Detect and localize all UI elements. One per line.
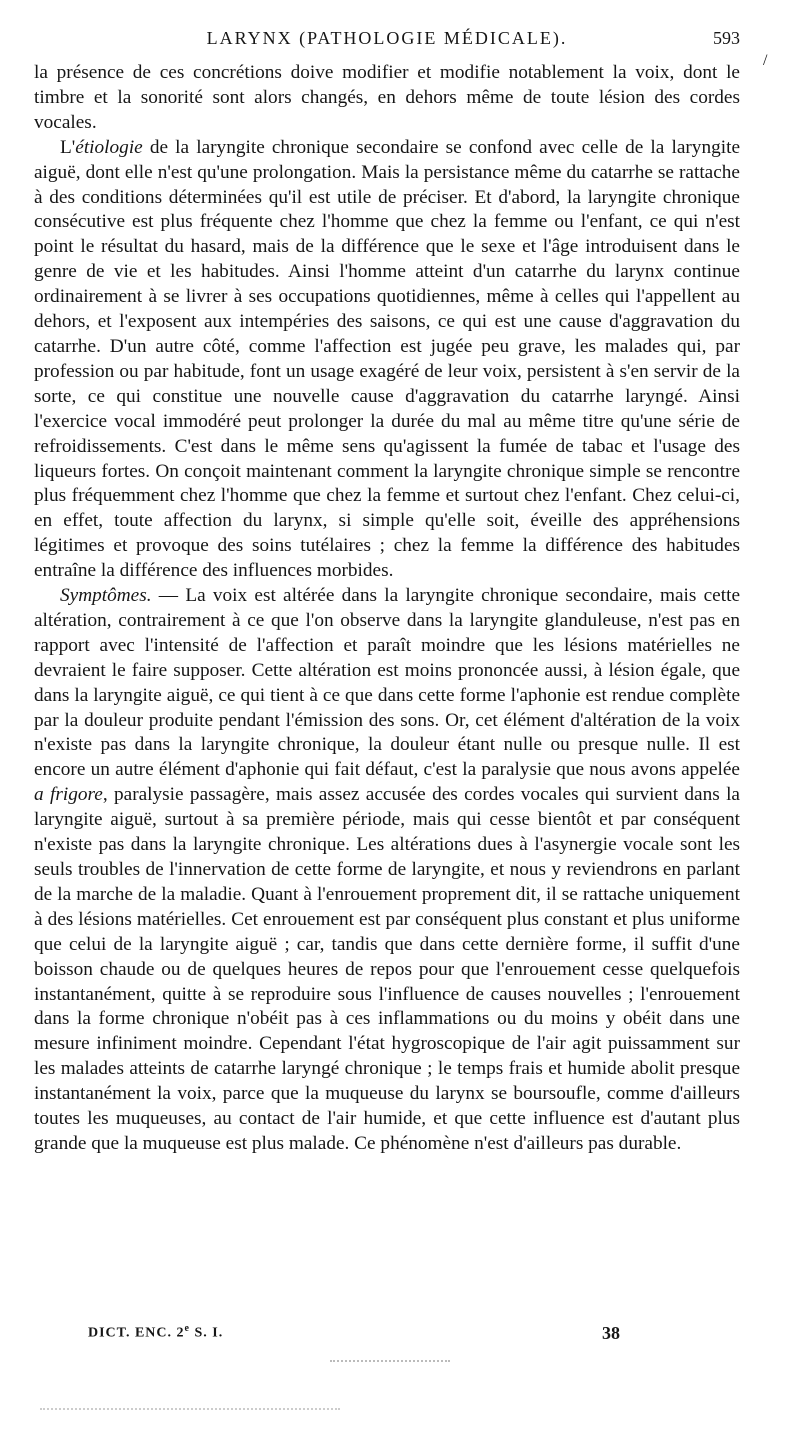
- sheet-number: 38: [602, 1323, 620, 1343]
- print-specks-bottom: [40, 1400, 340, 1410]
- paragraph-1-text: la présence de ces concrétions doive modifier et modifie notablement la voix, dont le timbre et la sonorité sont alors changés, en dehors même de toute lésion des cordes vocales.: [34, 62, 740, 133]
- etiologie-term: étiologie: [75, 136, 143, 158]
- paragraph-symptomes: [34, 584, 740, 1157]
- paragraph-etiologie: [34, 136, 740, 584]
- symptomes-heading: Symptômes.: [60, 585, 152, 607]
- a-frigore-term: a frigore: [34, 784, 103, 806]
- symptomes-text: — La voix est altérée dans la laryngite chronique secondaire, mais cette altération, contrairement à ce que l'on observe dans la laryngite glanduleuse, n'est pas en rapport avec l'intensité de l'affection et paraît moindre que les lésions matérielles ne devraient le faire supposer. Cette altération est moins prononcée aussi, à lésion égale, que dans la laryngite aiguë, ce qui tient à ce que dans cette forme l'aphonie est rendue complète par la douleur produite pendant l'émission des sons. Or, cet élément d'altération de la voix n'existe pas dans la laryngite chronique, la douleur étant nulle ou presque nulle. Il est encore un autre élément d'aphonie qui fait défaut, c'est la paralysie que nous avons appelée: [34, 585, 740, 781]
- print-specks: [330, 1350, 450, 1362]
- signature-mark: [88, 1323, 223, 1342]
- running-head: LARYNX (PATHOLOGIE MÉDICALE).: [206, 28, 568, 48]
- etiologie-prefix: L': [60, 136, 76, 158]
- signature-superscript: e: [184, 1323, 190, 1334]
- page-footer: [88, 1323, 688, 1347]
- page-header: [34, 28, 740, 54]
- page-number: 593: [713, 28, 740, 48]
- signature-text: DICT. ENC. 2: [88, 1325, 185, 1341]
- signature-series: S. I.: [189, 1325, 224, 1341]
- body-text: [34, 61, 740, 1157]
- etiologie-text: de la laryngite chronique secondaire se confond avec celle de la laryngite aiguë, dont elle n'est qu'une prolongation. Mais la persistance même du catarrhe se rattache à des conditions déterminées qu'il est utile de préciser. Et d'abord, la laryngite chronique consécutive est plus fréquente chez l'homme que chez la femme ou l'enfant, ce qui n'est point le résultat du hasard, mais de la différence que le sexe et l'âge introduisent dans le genre de vie et les habitudes. Ainsi l'homme atteint d'un catarrhe du larynx continue ordinairement à se livrer à ses occupations quotidiennes, même à celles qui l'appellent au dehors, et l'exposent aux intempéries des saisons, ce qui est une cause d'aggravation du catarrhe. D'un autre côté, comme l'affection est jugée peu grave, les malades qui, par profession ou par habitude, font un usage exagéré de leur voix, persistent à s'en servir de la sorte, ce qui constitue une nouvelle cause d'aggravation du catarrhe laryngé. Ainsi l'exercice vocal immodéré peut prolonger la durée du mal au même titre qu'une série de refroidissements. C'est dans le même sens qu'agissent la fumée de tabac et l'usage des liqueurs fortes. On conçoit maintenant comment la laryngite chronique simple se rencontre plus fréquemment chez l'homme que chez la femme et surtout chez l'enfant. Chez celui-ci, en effet, toute affection du larynx, si simple qu'elle soit, éveille des appréhensions légitimes et provoque des soins tutélaires ; chez la femme la différence des habitudes entraîne la différence des influences morbides.: [34, 136, 740, 582]
- margin-mark: /: [763, 52, 768, 69]
- paragraph-1: [34, 61, 740, 136]
- symptomes-text-continued: , paralysie passagère, mais assez accusée des cordes vocales qui survient dans la laryngite aiguë, surtout à sa première période, mais qui cesse bientôt et par conséquent n'existe pas dans la laryngite chronique. Les altérations dues à l'asynergie vocale sont les seuls troubles de l'innervation de cette forme de laryngite, et nous y reviendrons en parlant de la marche de la maladie. Quant à l'enrouement proprement dit, il se rattache uniquement à des lésions matérielles. Cet enrouement est par conséquent plus constant et plus uniforme que celui de la laryngite aiguë ; car, tandis que dans cette dernière forme, il suffit d'une boisson chaude ou de quelques heures de repos pour que l'enrouement cesse quelquefois instantanément, quitte à se reproduire sous l'influence de causes nouvelles ; l'enrouement dans la forme chronique n'obéit pas à ces inflammations ou du moins y obéit dans une mesure infiniment moindre. Cependant l'état hygroscopique de l'air agit puissamment sur les malades atteints de catarrhe laryngé chronique ; le temps frais et humide abolit presque instantanément la voix, parce que la muqueuse du larynx se boursoufle, comme d'ailleurs toutes les muqueuses, au contact de l'air humide, et que cette influence est d'autant plus grande que la muqueuse est plus malade. Ce phénomène n'est d'ailleurs pas durable.: [34, 784, 740, 1154]
